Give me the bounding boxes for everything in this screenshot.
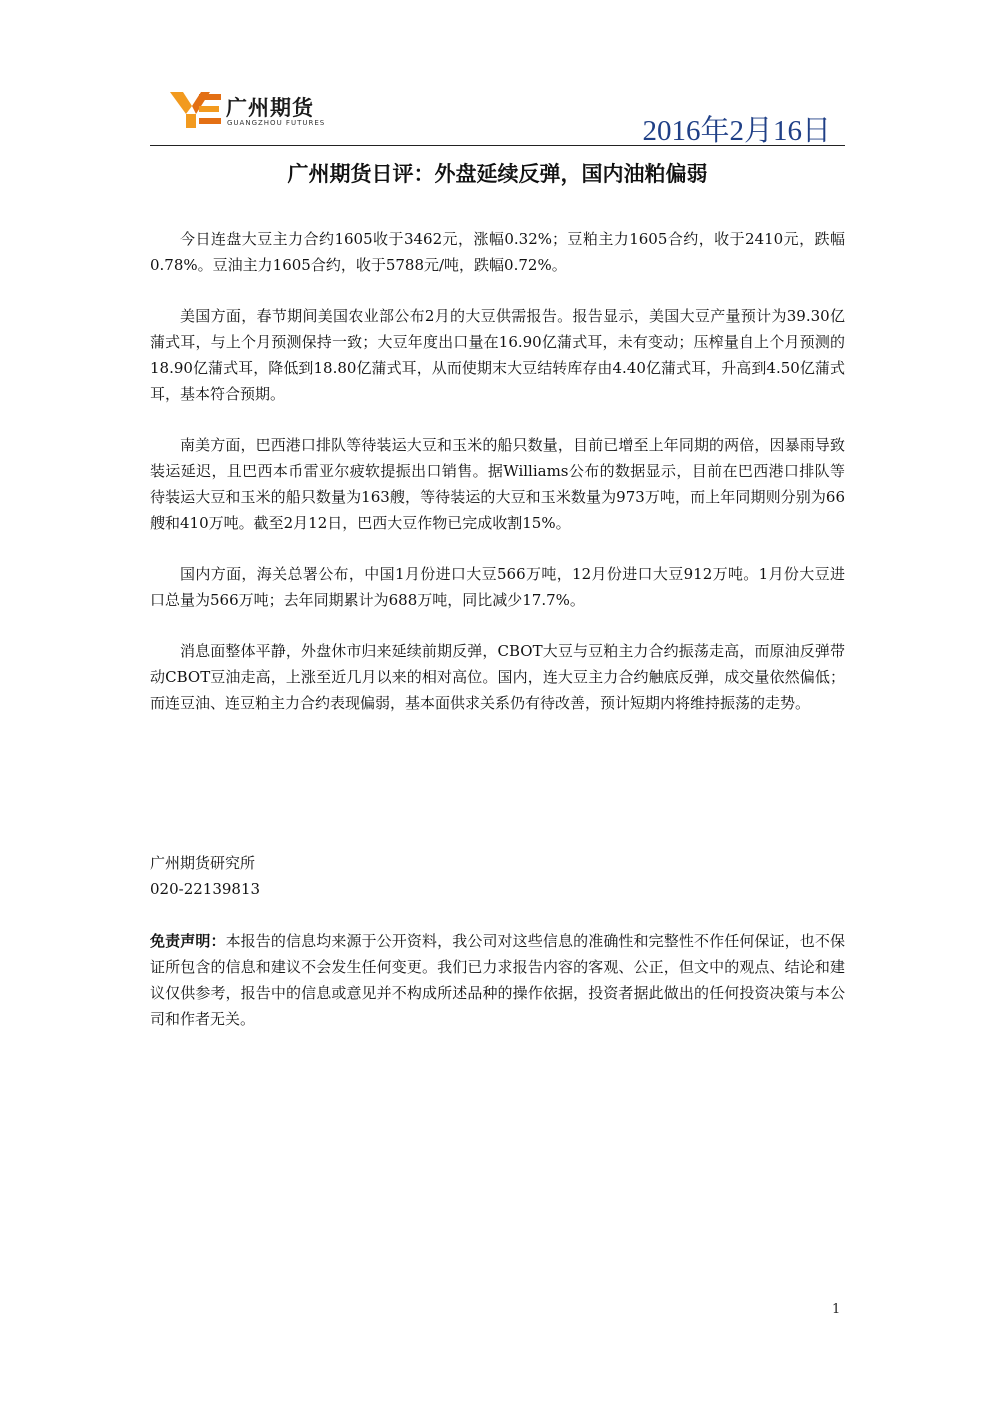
report-date: 2016年2月16日 bbox=[642, 115, 831, 147]
research-institute-name: 广州期货研究所 bbox=[150, 854, 256, 872]
report-title: 广州期货日评：外盘延续反弹，国内油粕偏弱 bbox=[287, 162, 708, 186]
paragraph-us-supply-demand: 美国方面，春节期间美国农业部公布2月的大豆供需报告。报告显示，美国大豆产量预计为39.30亿蒲式耳，与上个月预测保持一致；大豆年度出口量在16.90亿蒲式耳，未有变动；压榨量自上个月预测的18.90亿蒲式耳，降低到18.80亿蒲式耳，从而使期末大豆结转库存由4.40亿蒲式耳，升高到4.50亿蒲式耳，基本符合预期。 bbox=[150, 307, 845, 403]
logo-chinese-name: 广州期货 bbox=[226, 96, 314, 120]
disclaimer-text: 本报告的信息均来源于公开资料，我公司对这些信息的准确性和完整性不作任何保证，也不保证所包含的信息和建议不会发生任何变更。我们已力求报告内容的客观、公正，但文中的观点、结论和建议仅供参考，报告中的信息或意见并不构成所述品种的操作依据，投资者据此做出的任何投资决策与本公司和作者无关。 bbox=[150, 932, 845, 1028]
paragraph-domestic-imports: 国内方面，海关总署公布，中国1月份进口大豆566万吨，12月份进口大豆912万吨。1月份大豆进口总量为566万吨；去年同期累计为688万吨，同比减少17.7%。 bbox=[150, 565, 845, 609]
paragraph-south-america: 南美方面，巴西港口排队等待装运大豆和玉米的船只数量，目前已增至上年同期的两倍，因暴雨导致装运延迟，且巴西本币雷亚尔疲软提振出口销售。据Williams公布的数据显示，目前在巴西港口排队等待装运大豆和玉米的船只数量为163艘，等待装运的大豆和玉米数量为973万吨，而上年同期则分别为66艘和410万吨。截至2月12日，巴西大豆作物已完成收割15%。 bbox=[150, 436, 845, 532]
disclaimer bbox=[150, 928, 845, 1032]
guangzhou-futures-logo-icon bbox=[170, 90, 224, 130]
contact-block bbox=[150, 850, 845, 902]
page-header bbox=[150, 88, 845, 148]
paragraph-market-close: 今日连盘大豆主力合约1605收于3462元，涨幅0.32%；豆粕主力1605合约，收于2410元，跌幅0.78%。豆油主力1605合约，收于5788元/吨，跌幅0.72%。 bbox=[150, 230, 845, 274]
page-number: 1 bbox=[832, 1302, 841, 1317]
logo-english-name: GUANGZHOU FUTURES bbox=[227, 119, 326, 127]
header-divider bbox=[150, 145, 845, 146]
company-logo bbox=[170, 90, 350, 130]
contact-phone: 020-22139813 bbox=[150, 880, 261, 898]
paragraph-outlook: 消息面整体平静，外盘休市归来延续前期反弹，CBOT大豆与豆粕主力合约振荡走高，而原油反弹带动CBOT豆油走高，上涨至近几月以来的相对高位。国内，连大豆主力合约触底反弹，成交量依然偏低；而连豆油、连豆粕主力合约表现偏弱，基本面供求关系仍有待改善，预计短期内将维持振荡的走势。 bbox=[150, 642, 845, 712]
disclaimer-label: 免责声明： bbox=[150, 932, 226, 950]
report-body bbox=[150, 226, 845, 741]
